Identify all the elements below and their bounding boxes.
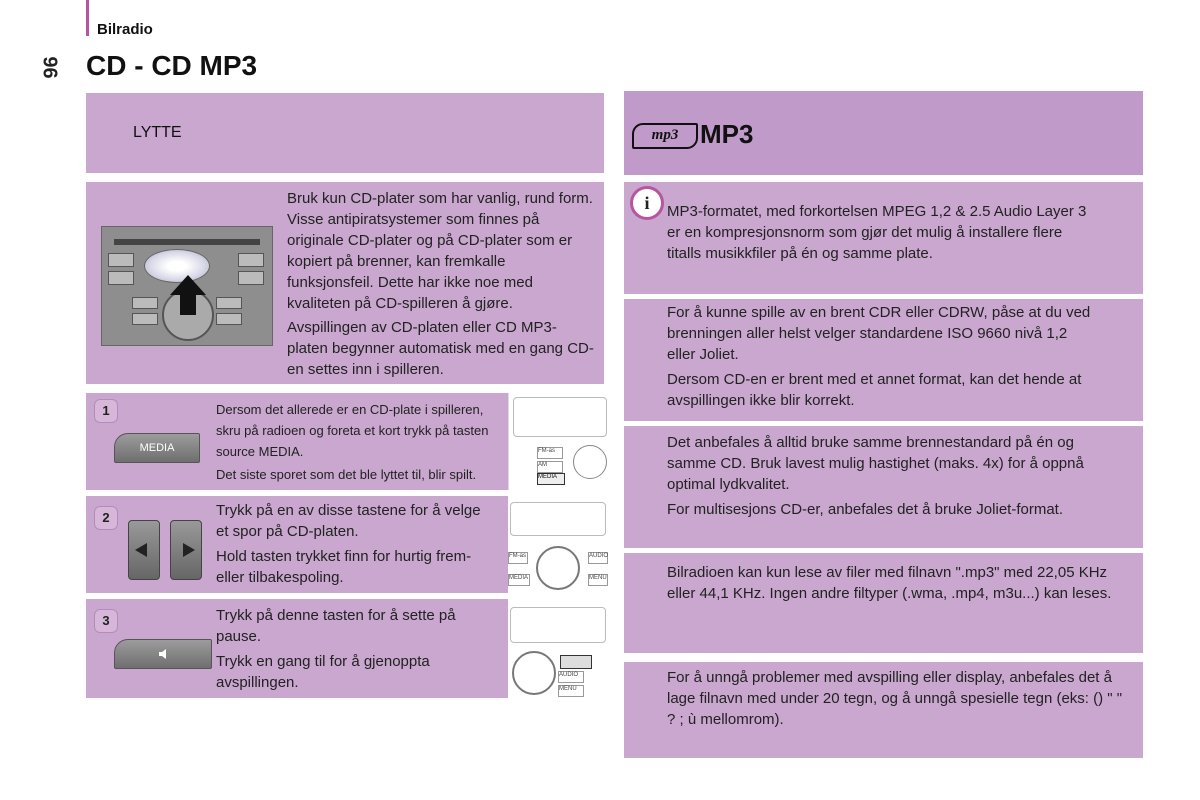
mp3-heading-panel	[624, 91, 1143, 175]
radio-illustration-3	[508, 599, 606, 698]
intro-paragraph-2: Avspillingen av CD-platen eller CD MP3-platen begynner automatisk med en gang CD-en settes inn i spilleren.	[287, 319, 594, 378]
step-1-text: Dersom det allerede er en CD-plate i spilleren, skru på radioen og foreta et kort trykk på tasten source MEDIA.	[216, 402, 489, 459]
mp3-info-panel-3	[624, 426, 1143, 548]
step-3-text: Trykk på denne tasten for å sette på pause.	[216, 607, 456, 645]
media-button-illustration	[114, 433, 200, 463]
mute-pause-icon	[157, 648, 169, 660]
radio1-am-label: AM	[538, 462, 547, 468]
step-2-note: Hold tasten trykket finn for hurtig frem- eller tilbakespoling.	[216, 548, 472, 586]
radio2-fm-label: FM-as	[509, 553, 526, 559]
radio1-fm-label: FM-as	[538, 448, 555, 454]
mp3-info-panel-4	[624, 553, 1143, 653]
radio1-media-label: MEDIA	[538, 474, 558, 480]
radio3-menu-label: MENU	[559, 686, 577, 692]
section-accent-bar	[86, 0, 89, 36]
mp3-info-panel-2	[624, 299, 1143, 421]
intro-paragraph-1: Bruk kun CD-plater som har vanlig, rund form. Visse antipiratsystemer som finnes på originale CD-plater og på CD-plater som er kopiert på brenner, kan fremkalle funksjonsfeil. Dette har ikke noe med kvaliteten på CD-spilleren å gjøre.	[287, 190, 593, 312]
next-arrow-icon	[181, 543, 195, 557]
next-track-button-illustration	[170, 520, 202, 580]
step-3-note: Trykk en gang til for å gjenoppta avspillingen.	[216, 653, 430, 691]
radio-illustration-2	[508, 496, 609, 593]
section-label: Bilradio	[97, 21, 153, 38]
mp3-block-3-text: Det anbefales å alltid bruke samme brennestandard på én og samme CD. Bruk lavest mulig hastighet (maks. 4x) for å oppnå optimal lydkvalitet.	[667, 434, 1084, 493]
step-2-text: Trykk på en av disse tastene for å velge et spor på CD-platen.	[216, 502, 481, 540]
lytte-heading-panel	[86, 93, 604, 173]
mp3-block-2-text: For å kunne spille av en brent CDR eller CDRW, påse at du ved brenningen aller helst velger standardene ISO 9660 nivå 1,2 eller Joliet.	[667, 304, 1091, 363]
mp3-logo	[632, 123, 698, 149]
radio3-audio-label: AUDIO	[559, 672, 579, 678]
step-1-panel	[86, 393, 508, 490]
mp3-block-2-note: Dersom CD-en er brent med et annet format, kan det hende at avspillingen ikke blir korrekt.	[667, 371, 1082, 409]
step-2-badge: 2	[94, 506, 118, 530]
mp3-block-3-note: For multisesjons CD-er, anbefales det å bruke Joliet-format.	[667, 501, 1063, 518]
radio-cd-illustration	[101, 226, 273, 346]
media-button-label: MEDIA	[139, 442, 175, 454]
prev-arrow-icon	[135, 543, 149, 557]
intro-panel	[86, 182, 604, 384]
radio2-media-label: MEDIA	[509, 575, 529, 581]
page-title: CD - CD MP3	[86, 50, 258, 81]
info-icon: i	[630, 186, 664, 220]
mp3-logo-text: mp3	[651, 127, 679, 143]
prev-track-button-illustration	[128, 520, 160, 580]
step-3-panel	[86, 599, 508, 698]
step-1-badge: 1	[94, 399, 118, 423]
mp3-block-5-text: For å unngå problemer med avspilling eller display, anbefales det å lage filnavn med under 20 tegn, og å unngå spesielle tegn (eks: () " " ? ; ù mellomrom).	[667, 669, 1123, 728]
radio2-audio-label: AUDIO	[589, 553, 609, 559]
insert-arrow-icon	[170, 275, 206, 315]
mp3-block-1-text: MP3-formatet, med forkortelsen MPEG 1,2 & 2.5 Audio Layer 3 er en kompresjonsnorm som gjør det mulig å installere flere titalls musikkfiler på én og samme plate.	[667, 203, 1087, 262]
mp3-block-4-text: Bilradioen kan kun lese av filer med filnavn ".mp3" med 22,05 KHz eller 44,1 KHz. Ingen andre filtyper (.wma, .mp4, m3u...) kan leses.	[667, 564, 1112, 602]
page-number: 96	[38, 56, 61, 79]
lytte-heading: LYTTE	[133, 124, 182, 141]
step-1-note: Det siste sporet som det ble lyttet til, blir spilt.	[216, 467, 477, 482]
step-3-badge: 3	[94, 609, 118, 633]
radio-illustration-1	[508, 393, 607, 490]
mp3-info-panel-5	[624, 662, 1143, 758]
step-2-panel	[86, 496, 508, 593]
mp3-info-panel-1	[624, 182, 1143, 294]
radio2-menu-label: MENU	[589, 575, 607, 581]
pause-button-illustration	[114, 639, 212, 669]
mp3-heading: MP3	[700, 119, 754, 149]
